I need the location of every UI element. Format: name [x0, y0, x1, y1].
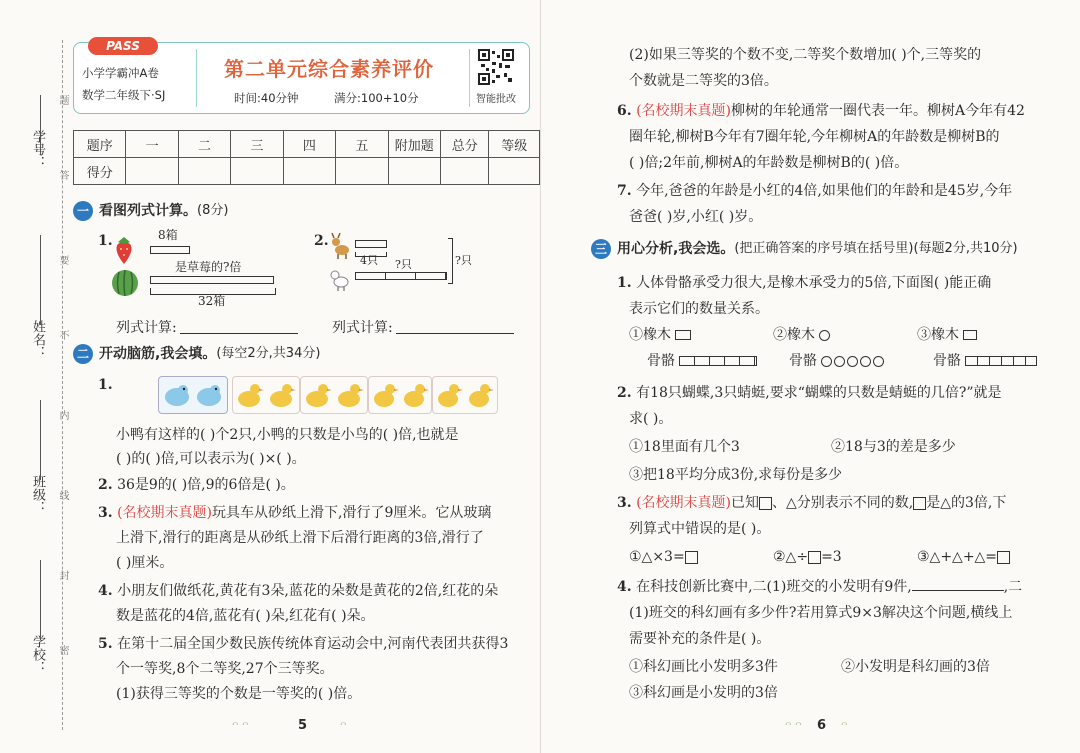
option-2[interactable]: ②△÷ [773, 549, 809, 565]
score-table-cell: 四 [283, 131, 335, 158]
goat-icon [330, 266, 350, 292]
formula-answer-line[interactable] [396, 333, 514, 334]
question-text: 在科技创新比赛中,二(1)班交的小发明有9件, [636, 579, 912, 595]
student-name-label: 姓名： [30, 320, 45, 359]
square-symbol [913, 497, 926, 510]
score-cell[interactable] [231, 158, 283, 185]
question-number: 5. [98, 636, 113, 652]
binding-char: 封 [57, 570, 68, 580]
question-text: ( )的( )倍,可以表示为( )×( )。 [116, 451, 306, 467]
oak-bar [675, 330, 691, 340]
question-number: 2. [98, 477, 113, 493]
class-blank[interactable] [40, 400, 41, 480]
page-number: 5 [298, 718, 308, 733]
goat-bar [355, 272, 447, 280]
student-id-blank[interactable] [40, 95, 41, 155]
score-table-cell: 附加题 [388, 131, 440, 158]
option-label[interactable]: ①橡木 [629, 327, 671, 343]
score-table-score-row [74, 158, 540, 185]
student-name-blank[interactable] [40, 235, 41, 325]
option-1[interactable]: ①△×3= [629, 549, 685, 565]
question-text: 是△的3倍,下 [926, 495, 1007, 511]
section-2-header [73, 343, 320, 365]
question-text: 个一等奖,8个二等奖,27个三等奖。 [116, 661, 334, 677]
question-text: ( )倍;2年前,柳树A的年龄数是柳树B的( )倍。 [629, 155, 909, 171]
section-points: (8分) [197, 203, 229, 218]
binding-char: 内 [57, 410, 68, 420]
duck-group [432, 376, 498, 414]
bone-bar [679, 356, 757, 366]
sprout-icon: ᴖ ᴖ [232, 718, 249, 731]
option-1[interactable]: ①科幻画比小发明多3件 [629, 659, 778, 675]
question-text: 求( )。 [629, 411, 673, 427]
score-table-cell: 三 [231, 131, 283, 158]
question-number: 7. [617, 183, 632, 199]
question-number: 3. [98, 505, 113, 521]
question-number: 4. [617, 579, 632, 595]
option-label: 骨骼 [647, 353, 675, 369]
deer-bar [355, 240, 387, 248]
score-table-cell: 得分 [74, 158, 126, 185]
option-3[interactable]: ③△+△+△= [917, 549, 998, 565]
option-label: 骨骼 [933, 353, 961, 369]
strawberry-bar [150, 246, 190, 254]
exam-source-tag: (名校期末真题) [636, 103, 732, 119]
question-text: 需要补充的条件是( )。 [629, 631, 771, 647]
option-2[interactable]: ②小发明是科幻画的3倍 [841, 659, 990, 675]
square-symbol [808, 551, 821, 564]
series-name: 小学学霸冲A卷 [82, 66, 159, 80]
question-text: (1)获得三等奖的个数是一等奖的( )倍。 [116, 686, 362, 702]
option-label[interactable]: ③橡木 [917, 327, 959, 343]
watermelon-bar [150, 276, 274, 284]
question-text: 小鸭有这样的( )个2只,小鸭的只数是小鸟的( )倍,也就是 [116, 427, 459, 443]
top-bar-label: 8箱 [158, 228, 178, 242]
watermelon-icon [110, 268, 140, 298]
question-number: 1. [98, 377, 113, 393]
deer-bar-label: 4只 [360, 254, 378, 267]
grade-label: 数学二年级下·SJ [82, 88, 166, 102]
question-text: (1)班交的科幻画有多少件?若用算式9×3解决这个问题,横线上 [629, 605, 1013, 621]
section-points: (每空2分,共34分) [216, 346, 321, 361]
condition-blank[interactable] [912, 576, 1004, 591]
question-number: 3. [617, 495, 632, 511]
duck-icon [301, 377, 367, 413]
binding-char: 不 [57, 330, 68, 340]
question-number: 4. [98, 583, 113, 599]
binding-char: 密 [57, 645, 68, 655]
square-symbol [685, 551, 698, 564]
question-text: 今年,爸爸的年龄是小红的4倍,如果他们的年龄和是45岁,今年 [636, 183, 1013, 199]
oak-circle [819, 330, 830, 341]
question-text: 小朋友们做纸花,黄花有3朵,蓝花的朵数是黄花的2倍,红花的朵 [117, 583, 499, 599]
sprout-icon: ᴖ ᴖ [785, 718, 802, 731]
question-text: 、△分别表示不同的数, [772, 495, 914, 511]
question-text: ,二 [1003, 579, 1023, 595]
question-text: 爸爸( )岁,小红( )岁。 [629, 209, 763, 225]
exam-source-tag: (名校期末真题) [636, 495, 732, 511]
question-text: (2)如果三等奖的个数不变,二等奖个数增加( )个,三等奖的 [629, 47, 982, 63]
section-title: 开动脑筋,我会填。 [99, 346, 217, 362]
question-text: 数是蓝花的4倍,蓝花有( )朵,红花有( )朵。 [116, 608, 375, 624]
question-number: 1. [617, 275, 632, 291]
section-number: 二 [73, 344, 93, 364]
option-label: 骨骼 [789, 353, 817, 369]
option-1[interactable]: ①18里面有几个3 [629, 439, 740, 455]
duck-icon [233, 377, 299, 413]
section-3-header [591, 238, 1018, 260]
bird-icon [159, 377, 227, 413]
binding-char: 题 [57, 95, 68, 105]
question-text: 在第十二届全国少数民族传统体育运动会中,河南代表团共获得3 [117, 636, 509, 652]
question-text: 列算式中错误的是( )。 [629, 521, 771, 537]
problem-number: 1. [98, 233, 113, 249]
full-score: 满分:100+10分 [334, 91, 419, 105]
section-title: 用心分析,我会选。 [617, 241, 735, 257]
score-table-cell: 五 [336, 131, 388, 158]
header-divider [469, 49, 470, 107]
duck-icon [433, 377, 497, 413]
exam-title: 第二单元综合素养评价 [224, 57, 434, 81]
question-text: 36是9的( )倍,9的6倍是( )。 [117, 477, 295, 493]
bone-bar [965, 356, 1037, 366]
binding-dashed-line [62, 40, 63, 730]
score-cell[interactable] [126, 158, 178, 185]
section-title: 看图列式计算。 [99, 203, 197, 219]
duck-group [300, 376, 368, 414]
score-table-cell: 一 [126, 131, 178, 158]
score-table [73, 130, 540, 185]
bottom-bar-label: 32箱 [198, 294, 226, 308]
section-number: 三 [591, 239, 611, 259]
right-page [540, 0, 1080, 753]
time-limit: 时间:40分钟 [234, 91, 299, 105]
duck-icon [369, 377, 431, 413]
formula-label: 列式计算: [332, 320, 393, 336]
option-3[interactable]: ③科幻画是小发明的3倍 [629, 685, 778, 701]
class-label: 班级： [30, 475, 45, 514]
binding-char: 要 [57, 255, 68, 265]
question-text: 上滑下,滑行的距离是从砂纸上滑下后滑行距离的3倍,滑行了 [116, 530, 484, 546]
section-number: 一 [73, 201, 93, 221]
square-symbol [759, 497, 772, 510]
question-text: 有18只蝴蝶,3只蜻蜓,要求“蝴蝶的只数是蜻蜓的几倍?”就是 [636, 385, 1002, 401]
score-table-header-row [74, 131, 540, 158]
bone-circle [860, 356, 871, 367]
bird-group [158, 376, 228, 414]
qr-caption: 智能批改 [476, 94, 516, 105]
square-symbol [997, 551, 1010, 564]
score-cell[interactable] [489, 158, 540, 185]
score-cell[interactable] [336, 158, 388, 185]
question-text: ( )厘米。 [116, 555, 174, 571]
formula-label: 列式计算: [116, 320, 177, 336]
exam-source-tag: (名校期末真题) [117, 505, 213, 521]
school-blank[interactable] [40, 560, 41, 640]
duck-group [368, 376, 432, 414]
sprout-icon: ᴖ [340, 718, 347, 731]
section-points: (把正确答案的序号填在括号里)(每题2分,共10分) [734, 241, 1018, 256]
bone-circle [847, 356, 858, 367]
option-2[interactable]: ②18与3的差是多少 [831, 439, 956, 455]
score-table-cell: 题序 [74, 131, 126, 158]
score-table-cell: 等级 [489, 131, 540, 158]
formula-answer-line[interactable] [180, 333, 298, 334]
header-divider [196, 49, 197, 107]
sprout-icon: ᴖ [841, 718, 848, 731]
question-number: 2. [617, 385, 632, 401]
score-cell[interactable] [178, 158, 230, 185]
question-text: 表示它们的数量关系。 [629, 301, 769, 317]
question-number: 6. [617, 103, 632, 119]
option-2-tail: =3 [821, 549, 842, 565]
section-1-header [73, 200, 228, 222]
score-cell[interactable] [440, 158, 488, 185]
bone-circle [834, 356, 845, 367]
bone-circle [821, 356, 832, 367]
pass-logo: PASS [88, 37, 158, 55]
option-3[interactable]: ③把18平均分成3份,求每份是多少 [629, 467, 843, 483]
goat-bar-label: ?只 [395, 258, 412, 271]
score-cell[interactable] [388, 158, 440, 185]
page-number: 6 [817, 718, 827, 733]
deer-icon [330, 232, 352, 260]
strawberry-icon [112, 234, 136, 266]
oak-bar [963, 330, 977, 340]
bone-circle [873, 356, 884, 367]
student-id-label: 学号： [30, 130, 45, 169]
question-text: 圈年轮,柳树B今年有7圈年轮,今年柳树A的年龄数是柳树B的 [629, 129, 1000, 145]
question-text: 玩具车从砂纸上滑下,滑行了9厘米。它从玻璃 [212, 505, 492, 521]
option-label[interactable]: ②橡木 [773, 327, 815, 343]
total-brace [448, 238, 453, 284]
question-text: 个数就是二等奖的3倍。 [629, 73, 778, 89]
question-text: 柳树的年轮通常一圈代表一年。柳树A今年有42 [731, 103, 1025, 119]
score-cell[interactable] [283, 158, 335, 185]
qr-code-icon[interactable] [478, 49, 514, 85]
question-text: 已知 [731, 495, 760, 511]
binding-char: 答 [57, 170, 68, 180]
school-label: 学校： [30, 635, 45, 674]
exam-header [73, 39, 530, 114]
total-label: ?只 [455, 254, 472, 267]
score-table-cell: 二 [178, 131, 230, 158]
score-table-cell: 总分 [440, 131, 488, 158]
question-text: 人体骨骼承受力很大,是橡木承受力的5倍,下面图( )能正确 [636, 275, 992, 291]
binding-char: 线 [57, 490, 68, 500]
middle-bar-label: 是草莓的?倍 [175, 260, 242, 274]
duck-group [232, 376, 300, 414]
problem-number: 2. [314, 233, 329, 249]
